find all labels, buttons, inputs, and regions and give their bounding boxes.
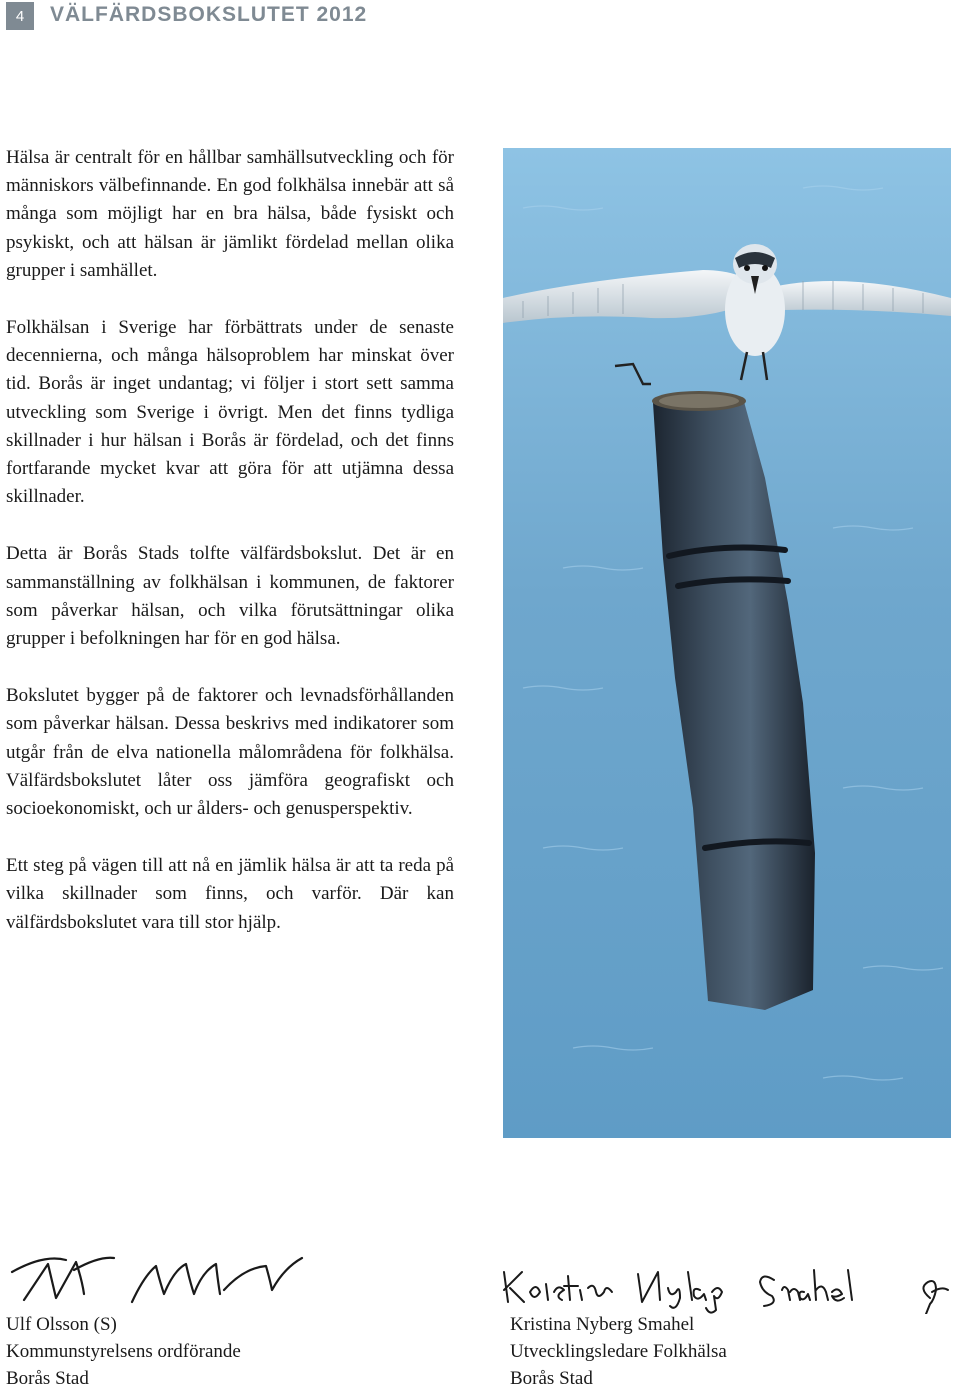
page-number: 4 [6,2,34,30]
signatory-role: Kommunstyrelsens ordförande [6,1341,241,1362]
paragraph-4: Bokslutet bygger på de faktorer och levnadsförhållanden som påverkar hälsan. Dessa beskrivs med indikatorer som utgår från de elva nationella målområdena för folkhälsa. Välfärdsbokslutet låter oss jämföra geografiskt och socioekonomiskt, och ur ålders- och genusperspektiv. [6,685,454,820]
signatory-name: Ulf Olsson (S) [6,1314,117,1335]
bird-on-post-photo [503,148,951,1138]
page-header [0,0,960,34]
signatory-name: Kristina Nyberg Smahel [510,1314,695,1335]
signatory-left [6,1311,241,1392]
signatory-role: Utvecklingsledare Folkhälsa [510,1341,727,1362]
paragraph-5: Ett steg på vägen till att nå en jämlik hälsa är att ta reda på vilka skillnader som finns, och varför. Där kan välfärdsbokslutet vara till stor hjälp. [6,855,454,933]
paragraph-1: Hälsa är centralt för en hållbar samhällsutveckling och för människors välbefinnande. En god folkhälsa innebär att så många som möjligt har en bra hälsa, både fysiskt och psykiskt, och att hälsan är jämlikt fördelad mellan olika grupper i samhället. [6,147,454,281]
body-text [6,144,454,966]
signatory-right [510,1311,727,1392]
signatory-organization: Borås Stad [510,1368,593,1389]
signature-ulf-olsson [4,1250,304,1315]
paragraph-3: Detta är Borås Stads tolfte välfärdsbokslut. Det är en sammanställning av folkhälsan i kommunen, de faktorer som påverkar hälsan, och vilka förutsättningar olika grupper i befolkningen har för en god hälsa. [6,543,454,650]
paragraph-2: Folkhälsan i Sverige har förbättrats under de senaste decennierna, och många hälsoproblem har minskat över tid. Borås är inget undantag; vi följer i stort sett samma utveckling som Sverige i övrigt. Men det finns tydliga skillnader i hur hälsan i Borås är fördelad, och det finns fortfarande mycket kvar att göra för att utjämna dessa skillnader. [6,317,454,508]
signatory-organization: Borås Stad [6,1368,89,1389]
document-title: VÄLFÄRDSBOKSLUTET 2012 [50,3,368,26]
